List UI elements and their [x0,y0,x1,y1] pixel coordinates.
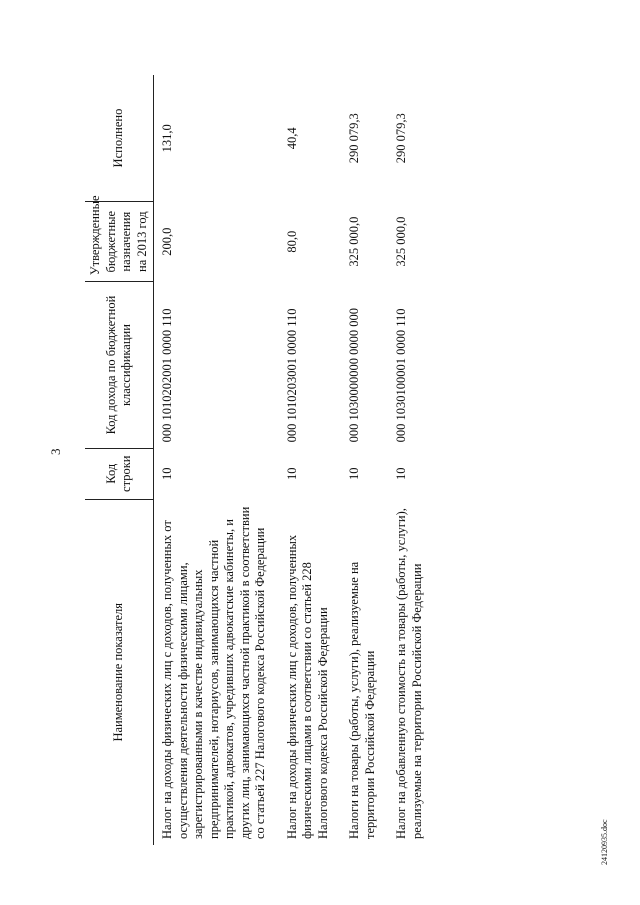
row-executed: 290 079,3 [394,113,408,164]
income-table [85,75,427,845]
table-header-row [85,75,154,845]
row-name: Налог на добавленную стоимость на товары (работы, услуги), реализуемые на территории Российской Федерации [394,508,424,839]
row-executed: 40,4 [284,127,299,150]
table-row [154,75,271,845]
row-line-code: 10 [394,467,408,480]
row-name: Налоги на товары (работы, услуги), реализуемые на территории Российской Федерации [347,561,377,839]
budget-execution-table [85,75,540,845]
row-kbk: 000 1030100001 0000 110 [394,308,408,443]
table-row [380,75,427,845]
document-file-code: 24120935.doc [600,819,609,865]
header-plan: Утвержденные бюджетные назначения на 2013 год [85,202,154,282]
row-kbk: 000 1030000000 0000 000 [347,308,361,443]
header-executed: Исполнено [85,75,154,202]
row-executed: 290 079,3 [347,113,361,164]
row-kbk: 000 1010202001 0000 110 [160,308,174,443]
header-line-code: Код строки [85,448,154,499]
row-line-code: 10 [284,467,299,480]
header-name: Наименование показателя [85,499,154,845]
row-line-code: 10 [347,467,361,480]
row-plan: 200,0 [160,227,174,256]
row-plan: 325 000,0 [347,216,361,267]
table-row [271,75,334,845]
row-executed: 131,0 [160,124,174,153]
row-plan: 325 000,0 [394,216,408,267]
row-plan: 80,0 [284,230,299,253]
row-name: Налог на доходы физических лиц с доходов, полученных от осуществления деятельности физическими лицами, зарегистрированными в качестве индивидуальных предпринимателей, нотариусов, занимающихся частной практикой, адвокатов, учредивших адвокатские кабинеты, и других лиц, занимающихся частной практикой в соответствии со статьей 227 Налогового кодекса Российской Федерации [160,506,267,839]
page-number: 3 [48,448,63,455]
header-kbk: Код дохода по бюджетной классификации [85,282,154,449]
table-row [333,75,380,845]
row-line-code: 10 [160,467,174,480]
row-kbk: 000 1010203001 0000 110 [284,308,299,443]
row-name: Налог на доходы физических лиц с доходов, полученных физическими лицами в соответствии со статьей 228 Налогового кодекса Российской Федерации [284,534,330,839]
